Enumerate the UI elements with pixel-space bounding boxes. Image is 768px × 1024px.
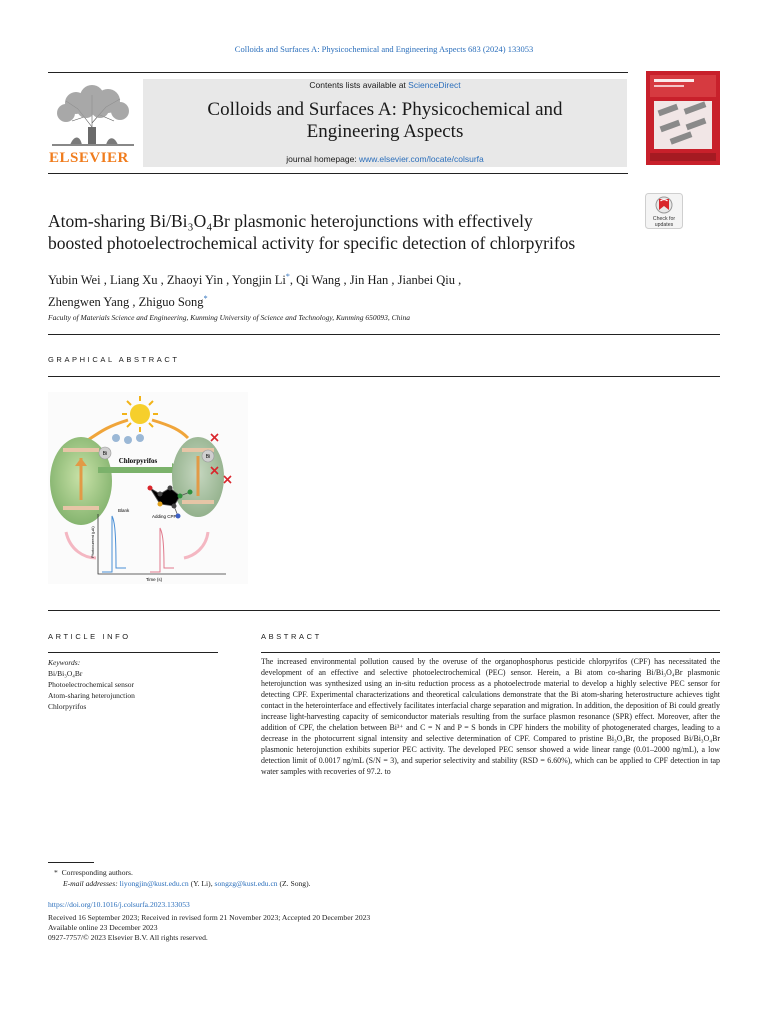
corresponding-footnote: * Corresponding authors.	[54, 868, 133, 877]
keyword-item: Bi/Bi₃O₄Br	[48, 669, 83, 678]
footnotes	[48, 867, 311, 889]
authors-part-2: , Qi Wang , Jin Han , Jianbei Qiu ,	[289, 273, 462, 288]
journal-name-line1: Colloids and Surfaces A: Physicochemical and	[207, 99, 563, 120]
author-line-1	[48, 268, 648, 290]
abstract-body: The increased environmental pollution caused by the overuse of the organophosphorus pesticide chlorpyrifos (CPF) has necessitated the development of an effective and selective photoelectrochemical (PEC) sensor. Herein, a Bi atom co-sharing Bi/Bi₃O₄Br plasmonic heterojunction was synthesized using an in-situ reduction process as a photoelectrode material to develop a highly selective PEC sensor for detecting CPF. Experimental characterizations and theoretical calculations demonstrate that the Bi atom-sharing heterostructure achieves tight contact in the heterointerface and effectively facilitates interfacial charge separation and migration. In addition, the deposition of Bi could greatly increase light-harvesting capacity of semiconductor materials resulting from the surface plasmon resonance (SPR) effect. Moreover, after the addition of CPF, the chelation between Bi³⁺ and C = N and P = S bonds in CPF hinders the mobility of photogenerated charges, leading to a decrease in the photocurrent signal intensity and selective determination of CPF. Compared to pristine Bi₃O₄Br, the proposed Bi/Bi₃O₄Br plasmonic heterojunction exhibits superior PEC activity. The developed PEC sensor showed a wide linear range (0.01–2000 ng/mL), a low detection limit of 0.0017 ng/mL (S/N = 3), and superior selectivity and stability (RSD = 6.60%), which can be applied to CPF detection in tap water samples with recoveries of 97.2. to	[261, 657, 720, 777]
copyright-line: 0927-7757/© 2023 Elsevier B.V. All rights reserved.	[48, 933, 208, 942]
keywords-block	[48, 657, 228, 712]
email-link-song[interactable]: songzg@kust.edu.cn	[214, 879, 278, 888]
running-head: Colloids and Surfaces A: Physicochemical and Engineering Aspects 683 (2024) 133053	[234, 44, 534, 54]
elsevier-wordmark: ELSEVIER	[49, 150, 129, 166]
authors-part-3: Zhengwen Yang , Zhiguo Song	[48, 294, 204, 309]
article-info-rule	[48, 652, 218, 653]
homepage-prefix: journal homepage:	[286, 154, 360, 164]
available-online-date: Available online 23 December 2023	[48, 923, 158, 932]
abstract-rule	[261, 652, 720, 653]
article-title	[48, 210, 638, 254]
ga-blank-label: Blank	[118, 508, 130, 513]
graphical-abstract-figure	[48, 392, 248, 584]
graphical-abstract-bottom-rule	[48, 610, 720, 611]
ga-bi-left: Bi	[102, 451, 108, 457]
svg-text:Check for: Check for	[652, 216, 676, 222]
check-for-updates-badge[interactable]	[645, 193, 683, 229]
corresponding-text: Corresponding authors.	[61, 868, 133, 877]
keyword-item: Photoelectrochemical sensor	[48, 680, 135, 689]
ga-bi-right: Bi	[205, 454, 211, 460]
email-owner-song: (Z. Song).	[279, 879, 311, 888]
corresponding-mark-2[interactable]: *	[203, 293, 208, 303]
author-line-2	[48, 290, 648, 312]
keywords-heading: Keywords:	[48, 658, 81, 667]
article-title-line1: Atom-sharing Bi/Bi₃O₄Br plasmonic heterojunctions with effectively	[48, 211, 533, 231]
authors-part-1: Yubin Wei , Liang Xu , Zhaoyi Yin , Yongjin Li	[48, 273, 286, 288]
article-info-label: ARTICLE INFO	[48, 632, 131, 641]
contents-prefix: Contents lists available at	[309, 80, 409, 90]
article-title-line2: boosted photoelectrochemical activity for specific detection of chlorpyrifos	[48, 233, 576, 253]
homepage-link[interactable]: www.elsevier.com/locate/colsurfa	[359, 154, 484, 164]
ga-ylabel: Photocurrent (μA)	[90, 526, 95, 558]
graphical-abstract-rule	[48, 376, 720, 377]
header-rule-bottom	[48, 173, 628, 174]
email-link-li[interactable]: liyongjin@kust.edu.cn	[119, 879, 189, 888]
ga-chlorpyrifos-label: Chlorpyrifos	[118, 457, 158, 465]
contents-available-line	[143, 80, 627, 90]
email-footnote	[48, 878, 311, 889]
journal-name	[143, 99, 627, 143]
affiliation: Faculty of Materials Science and Engineering, Kunming University of Science and Technology, Kunming 650093, China	[48, 313, 410, 322]
title-rule	[48, 334, 720, 335]
svg-text:updates: updates	[654, 222, 674, 228]
abstract-label: ABSTRACT	[261, 632, 322, 641]
keyword-item: Chlorpyrifos	[48, 702, 87, 711]
sciencedirect-link[interactable]: ScienceDirect	[408, 80, 461, 90]
footnote-rule	[48, 862, 94, 863]
ga-xlabel: Time (s)	[145, 577, 163, 582]
article-history	[48, 913, 370, 943]
email-label: E-mail addresses:	[63, 879, 118, 888]
header-rule-top	[48, 72, 628, 73]
author-list	[48, 268, 648, 311]
journal-name-line2: Engineering Aspects	[306, 121, 464, 142]
keyword-item: Atom-sharing heterojunction	[48, 691, 135, 700]
doi-link[interactable]: https://doi.org/10.1016/j.colsurfa.2023.133053	[48, 900, 190, 909]
email-owner-li: (Y. Li),	[190, 879, 213, 888]
journal-cover-thumbnail[interactable]	[646, 71, 720, 165]
corresponding-mark[interactable]: *	[285, 272, 290, 281]
ga-adding-cpf-label: Adding CPF	[152, 514, 177, 519]
graphical-abstract-label: GRAPHICAL ABSTRACT	[48, 355, 180, 364]
journal-homepage-line	[143, 154, 627, 164]
received-dates: Received 16 September 2023; Received in revised form 21 November 2023; Accepted 20 December 2023	[48, 913, 371, 922]
